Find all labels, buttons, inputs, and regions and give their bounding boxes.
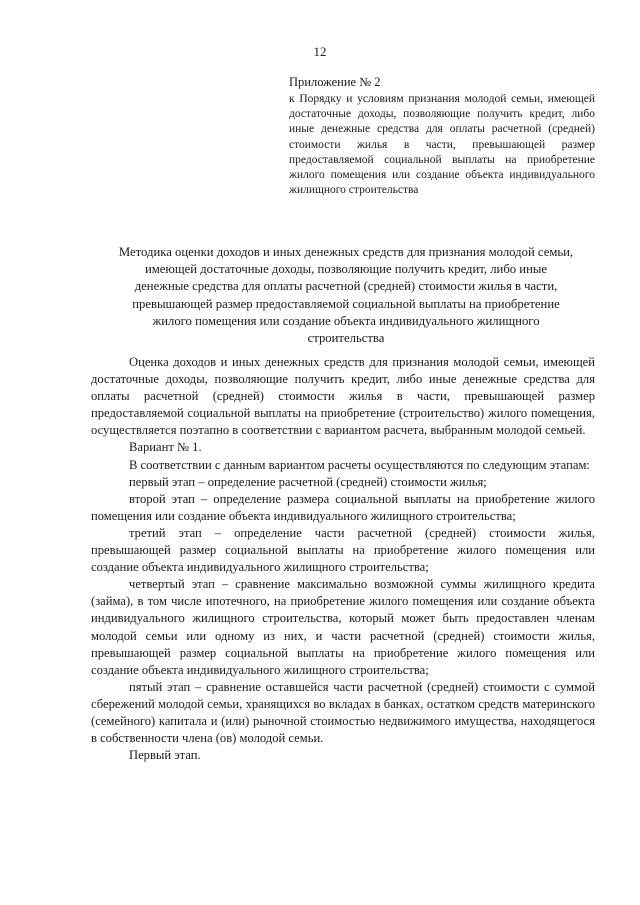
paragraph-stage-5: пятый этап – сравнение оставшейся части расчетной (средней) стоимости с суммой сбережений молодой семьи, хранящихся во вкладах в банках, остатком средств материнского (семейного) капитала и (или) рыночной стоимостью недвижимого имущества, находящегося в собственности члена (ов) молодой семьи. [91, 679, 595, 746]
document-title: Методика оценки доходов и иных денежных средств для признания молодой семьи, имеющей достаточные доходы, позволяющие получить кредит, либо иные денежные средства для оплаты расчетной (средней) стоимости жилья в части, превышающей размер предоставляемой социальной выплаты на приобретение жилого помещения или создание объекта индивидуального жилищного строительства [118, 245, 574, 346]
appendix-text: к Порядку и условиям признания молодой семьи, имеющей достаточные доходы, позволяющие получить кредит, либо иные денежные средства для оплаты расчетной (средней) стоимости жилья в части, превышающей размер предоставляемой социальной выплаты на приобретение жилого помещения или создание объекта индивидуального жилищного строительства [289, 93, 595, 197]
paragraph-stage-3: третий этап – определение части расчетной (средней) стоимости жилья, превышающей размер социальной выплаты на приобретение жилого помещения или создание объекта индивидуального жилищного строительства; [91, 525, 595, 575]
paragraph-stage-2: второй этап – определение размера социальной выплаты на приобретение жилого помещения или создание объекта индивидуального жилищного строительства; [91, 491, 595, 523]
document-body [91, 354, 595, 764]
paragraph-stage-1: первый этап – определение расчетной (средней) стоимости жилья; [129, 474, 487, 489]
appendix-title: Приложение № 2 [289, 75, 381, 89]
appendix-header [289, 74, 595, 198]
paragraph-stages-intro: В соответствии с данным вариантом расчеты осуществляются по следующим этапам: [129, 457, 590, 472]
paragraph-first-stage: Первый этап. [129, 748, 201, 763]
page-number: 12 [313, 44, 327, 59]
paragraph-stage-4: четвертый этап – сравнение максимально возможной суммы жилищного кредита (займа), в том числе ипотечного, на приобретение жилого помещения или создание объекта индивидуального жилищного строительства, который может быть предоставлен членам молодой семьи или одному из них, и части расчетной (средней) стоимости жилья, превышающей размер социальной выплаты на приобретение жилого помещения или создание объекта индивидуального жилищного строительства; [91, 577, 595, 677]
paragraph-variant: Вариант № 1. [129, 440, 202, 455]
paragraph-intro: Оценка доходов и иных денежных средств для признания молодой семьи, имеющей достаточные доходы, позволяющие получить кредит, либо иные денежные средства для оплаты расчетной (средней) стоимости жилья в части, превышающей размер предоставляемой социальной выплаты на приобретение (строительство) жилого помещения, осуществляется поэтапно в соответствии с вариантом расчета, выбранным молодой семьей. [91, 355, 595, 438]
